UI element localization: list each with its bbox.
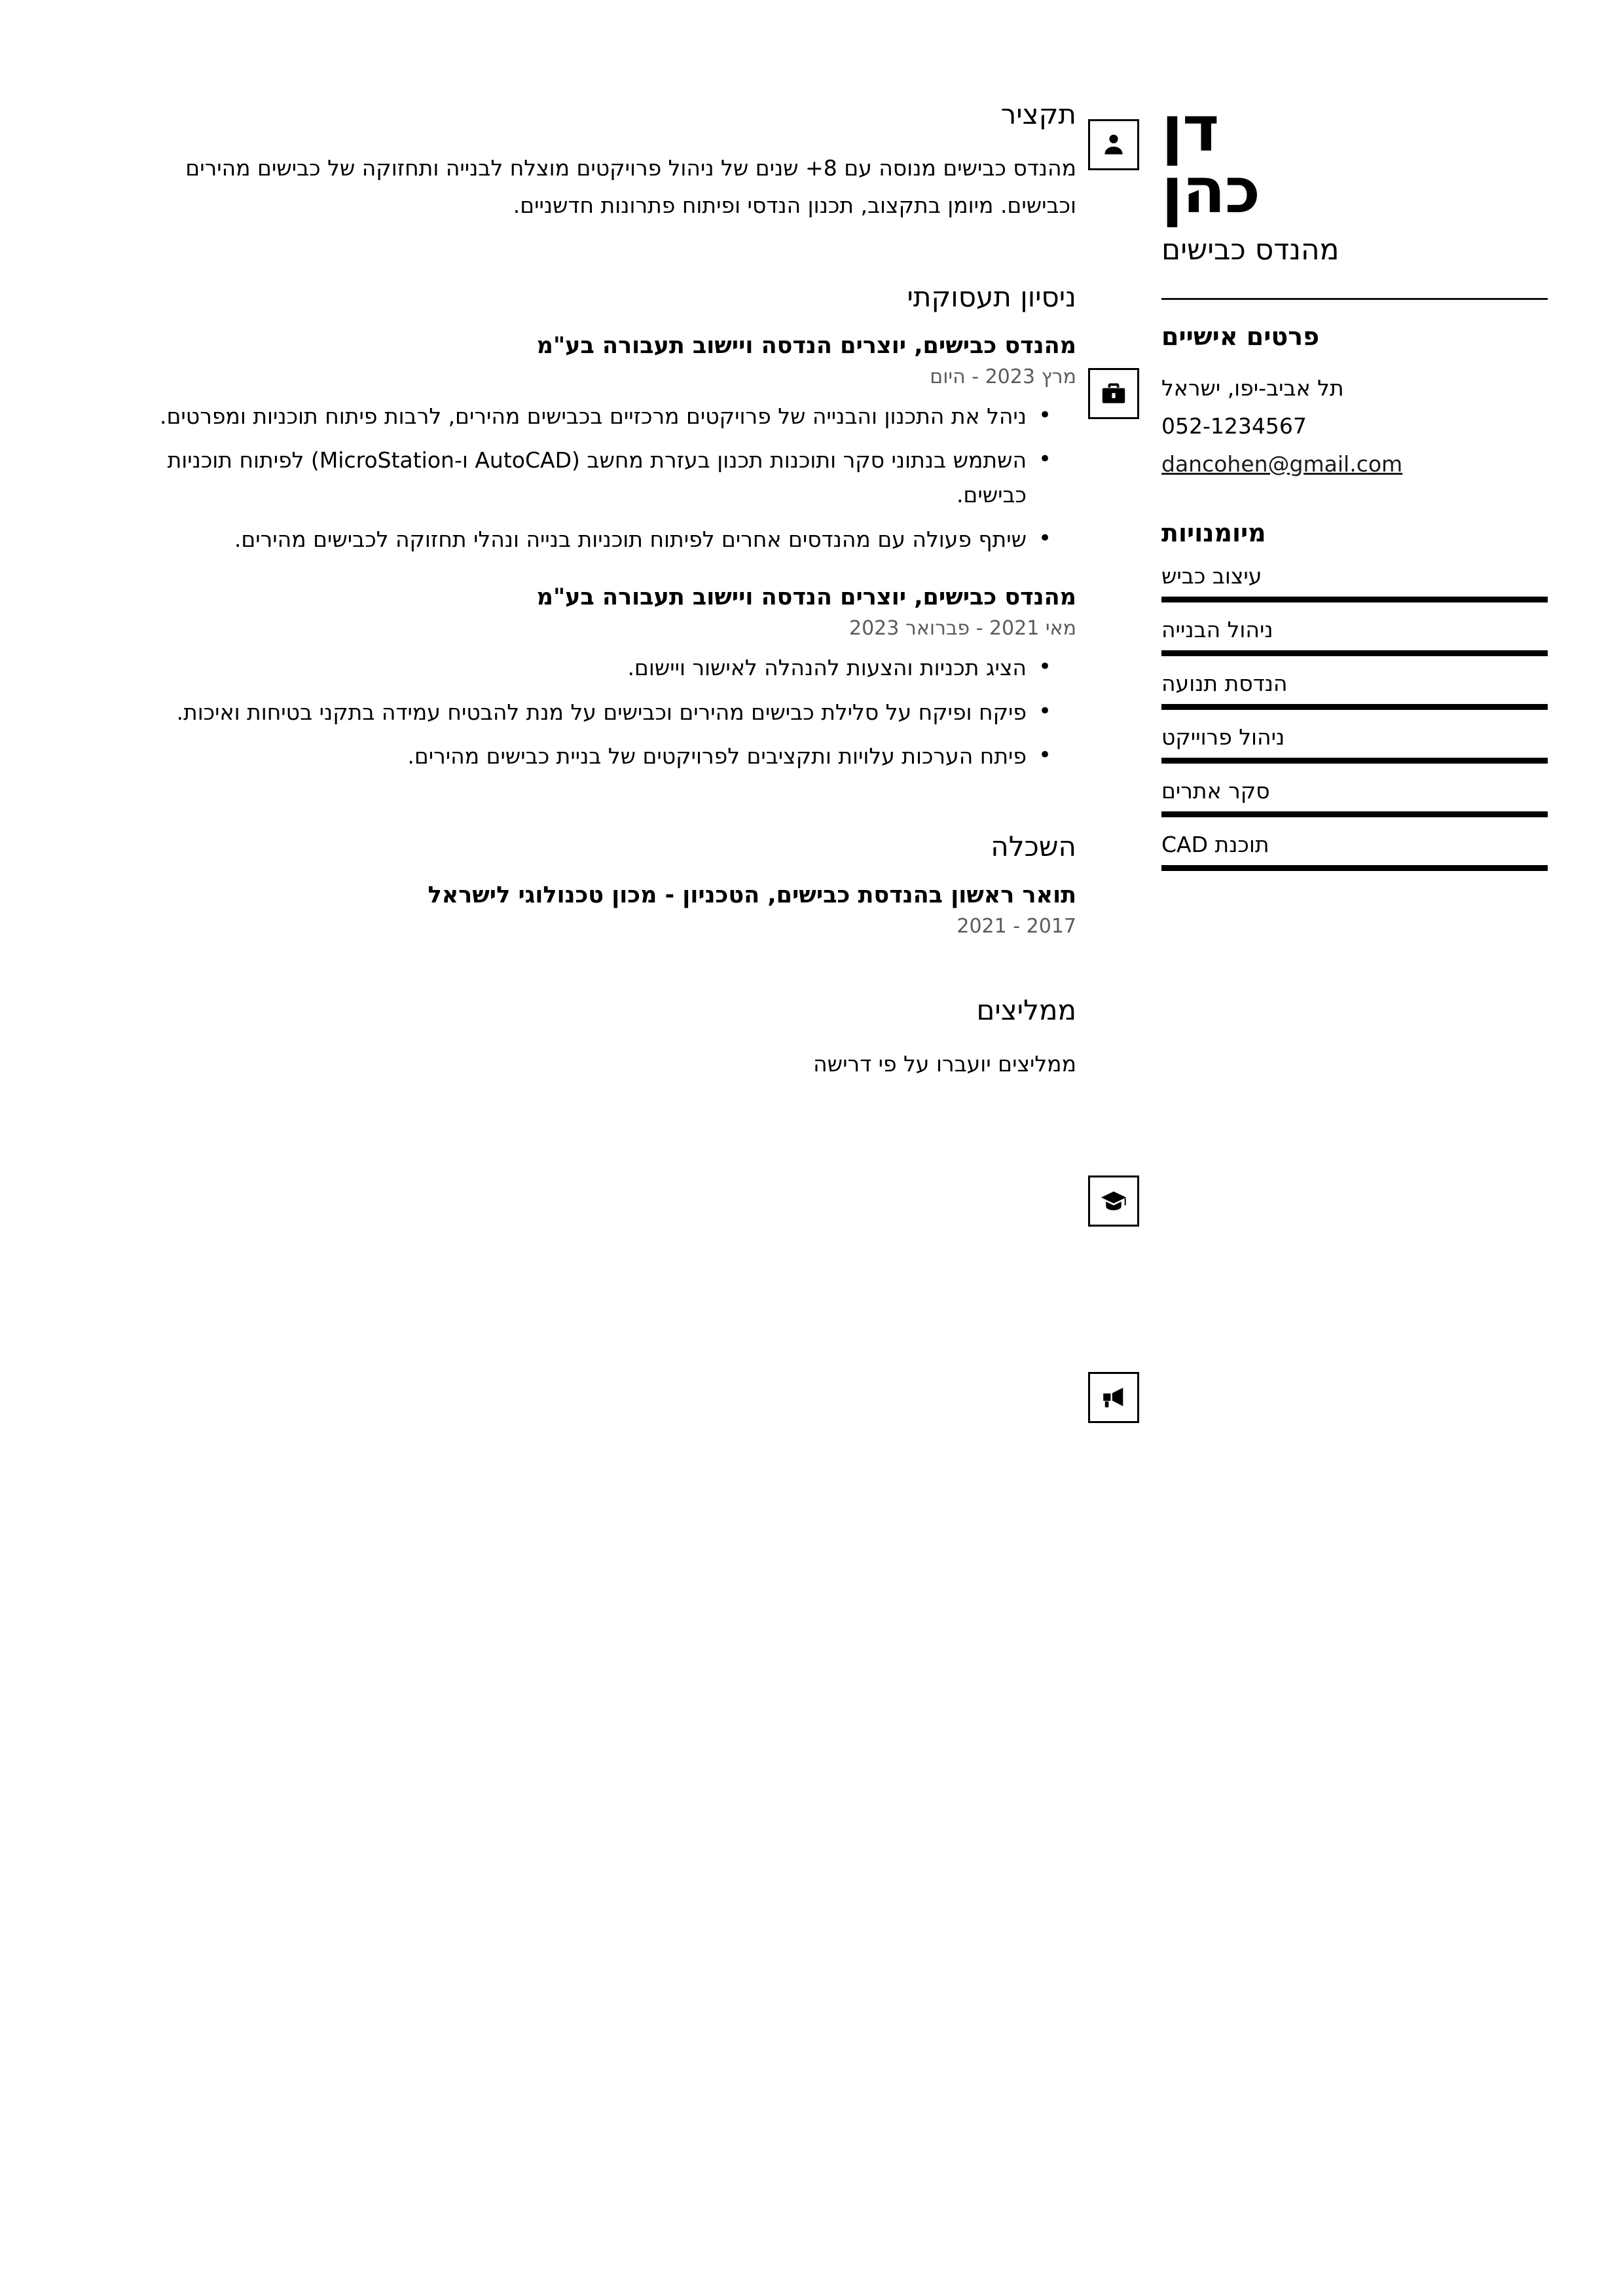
job-bullet: • הציג תכניות והצעות להנהלה לאישור ויישום.	[108, 650, 1051, 685]
graduation-cap-icon	[1088, 1176, 1139, 1227]
summary-text: מהנדס כבישים מנוסה עם 8+ שנים של ניהול פרויקטים מוצלח לבנייה ותחזוקה של כבישים מהירים וכבישים. מיומן בתקצוב, תכנון הנדסי ופיתוח פתרונות חדשניים.	[185, 155, 1076, 218]
main-content-column	[69, 98, 1076, 2296]
education-dates: 2017 - 2021	[957, 914, 1076, 938]
job-role: מהנדס כבישים, יוצרים הנדסה ויישוב תעבורה בע"מ	[536, 332, 1076, 359]
skills-heading: מיומנויות	[1161, 519, 1266, 548]
job-bullet: • פיתח הערכות עלויות ותקציבים לפרויקטים של בניית כבישים מהירים.	[108, 739, 1051, 773]
skill-item: תוכנת CAD	[1161, 832, 1548, 871]
person-icon	[1088, 119, 1139, 170]
first-name: דן	[1161, 92, 1219, 166]
job-bullet: • השתמש בנתוני סקר ותוכנות תכנון בעזרת מחשב (AutoCAD ו-MicroStation) לפיתוח תוכניות כבישים.	[108, 443, 1051, 513]
summary-section	[108, 98, 1076, 225]
skill-item: עיצוב כביש	[1161, 563, 1548, 602]
education-section	[108, 830, 1076, 938]
experience-section	[108, 281, 1076, 774]
personal-location: תל אביב-יפו, ישראל	[1161, 375, 1344, 401]
job-title: מהנדס כבישים	[1161, 233, 1340, 267]
personal-phone: 052-1234567	[1161, 413, 1307, 439]
skill-item: ניהול פרוייקט	[1161, 724, 1548, 764]
experience-item	[108, 584, 1076, 773]
personal-email-link[interactable]: dancohen@gmail.com	[1161, 451, 1403, 477]
job-dates: מרץ 2023 - היום	[930, 365, 1076, 388]
job-role: מהנדס כבישים, יוצרים הנדסה ויישוב תעבורה בע"מ	[536, 584, 1076, 611]
job-bullet: • ניהל את התכנון והבנייה של פרויקטים מרכזיים בכבישים מהירים, לרבות פיתוח תוכניות ומפרטים.	[108, 399, 1051, 434]
job-bullet-list	[108, 650, 1051, 773]
sidebar-column	[1161, 92, 1554, 2296]
experience-title: ניסיון תעסוקתי	[907, 280, 1076, 313]
skill-item: סקר אתרים	[1161, 778, 1548, 817]
experience-item	[108, 333, 1076, 557]
education-title: השכלה	[991, 830, 1076, 862]
summary-title: תקציר	[1000, 98, 1076, 130]
references-text: ממליצים יועברו על פי דרישה	[813, 1050, 1076, 1077]
job-bullet: • שיתף פעולה עם מהנדסים אחרים לפיתוח תוכניות בנייה ונהלי תחזוקה לכבישים מהירים.	[108, 522, 1051, 557]
briefcase-icon	[1088, 368, 1139, 419]
personal-details-heading: פרטים אישיים	[1161, 322, 1320, 352]
skill-item: הנדסת תנועה	[1161, 671, 1548, 710]
job-bullet: • פיקח ופיקח על סלילת כבישים מהירים וכבישים על מנת להבטיח עמידה בתקני בטיחות ואיכות.	[108, 695, 1051, 730]
last-name: כהן	[1161, 154, 1260, 228]
skill-item: ניהול הבנייה	[1161, 617, 1548, 656]
job-bullet-list	[108, 399, 1051, 557]
name-block	[1161, 92, 1548, 267]
personal-email-row	[1161, 445, 1548, 483]
megaphone-icon	[1088, 1372, 1139, 1423]
references-title: ממליצים	[976, 993, 1076, 1026]
section-icon-rail	[1076, 98, 1161, 2296]
job-dates: מאי 2021 - פברואר 2023	[848, 617, 1076, 640]
header-divider	[1161, 298, 1548, 300]
education-degree: תואר ראשון בהנדסת כבישים, הטכניון - מכון טכנולוגי לישראל	[428, 881, 1076, 908]
references-section	[108, 994, 1076, 1083]
